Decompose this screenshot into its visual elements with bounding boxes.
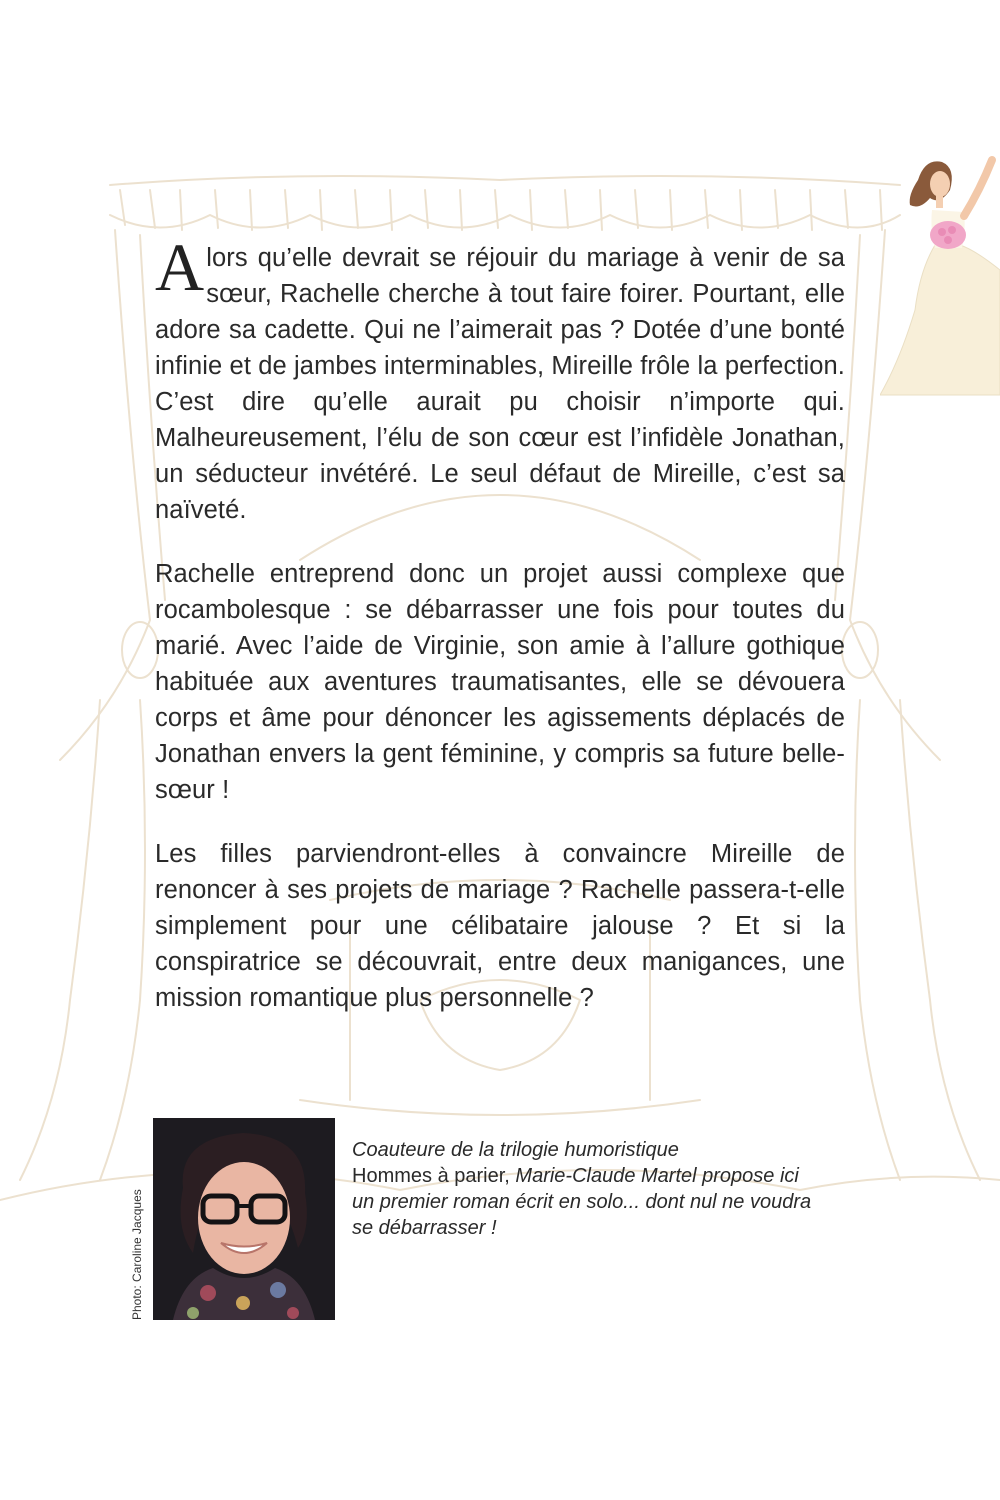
author-photo (153, 1118, 335, 1320)
blurb-text-block (155, 229, 845, 1044)
blurb-paragraph-1-text: lors qu’elle devrait se réjouir du mariage à venir de sa sœur, Rachelle cherche à tout faire foirer. Pourtant, elle adore sa cadette. Qui ne l’aimerait pas ? Dotée d’une bonté infinie et de jambes interminables, Mireille frôle la perfection. C’est dire qu’elle aurait pu choisir n’importe qui. Malheureusement, l’élu de son cœur est l’infidèle Jonathan, un séducteur invétéré. Le seul défaut de Mireille, c’est sa naïveté. (155, 244, 845, 524)
blurb-paragraph-1 (155, 229, 845, 528)
blurb-paragraph-2: Rachelle entreprend donc un projet aussi complexe que rocambolesque : se débarrasser une fois pour toutes du marié. Avec l’aide de Virginie, son amie à l’allure gothique habituée aux aventures traumatisantes, elle se dévouera corps et âme pour dénoncer les agissements déplacés de Jonathan envers la gent féminine, y compris sa future belle-sœur ! (155, 560, 845, 804)
blurb-paragraph-3: Les filles parviendront-elles à convaincre Mireille de renoncer à ses projets de mariage ? Rachelle passera-t-elle simplement pour une célibataire jalouse ? Et si la conspiratrice se découvrait, entre deux manigances, une mission romantique plus personnelle ? (155, 840, 845, 1012)
bride-illustration (880, 150, 1000, 410)
drop-cap: A (155, 229, 205, 305)
author-bio (352, 1137, 812, 1241)
photo-credit: Photo: Caroline Jacques (130, 1189, 144, 1320)
author-portrait-illustration (153, 1118, 335, 1320)
series-title: Hommes à parier, (352, 1165, 510, 1187)
author-bio-intro: Coauteure de la trilogie humoristique (352, 1139, 679, 1161)
author-bio-rest: Marie-Claude Martel propose ici un premier roman écrit en solo... dont nul ne voudra se débarrasser ! (352, 1165, 812, 1239)
